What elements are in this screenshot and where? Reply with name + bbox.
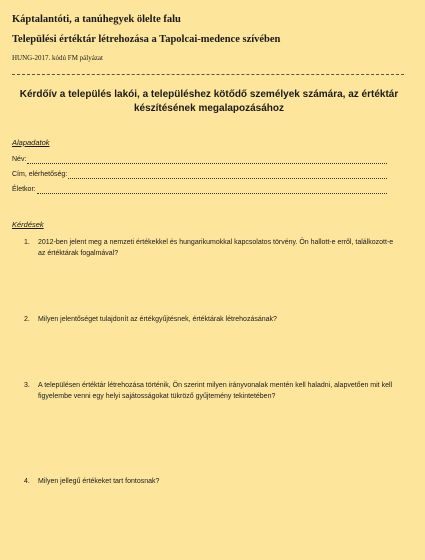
question-item: [24, 476, 396, 487]
question-item: [24, 237, 396, 259]
name-field-line[interactable]: [27, 156, 387, 164]
header-divider: [12, 74, 404, 75]
address-field-label: Cím, elérhetőség:: [12, 171, 68, 178]
questions-heading: Kérdések: [12, 220, 44, 229]
question-text: A településen értéktár létrehozása történik, Ön szerint milyen irányvonalak mentén kell haladni, alapvetően mit kell figyelembe venni egy helyi sajátosságokat tükröző gyűjtemény tekintetében?: [38, 382, 393, 400]
age-field-label: Életkor:: [12, 186, 36, 193]
basic-data-heading: Alapadatok: [12, 138, 50, 147]
question-number: 1.: [24, 239, 30, 246]
questionnaire-title: Kérdőív a település lakói, a településhez kötődő személyek számára, az értéktár készítésének megalapozásához: [19, 89, 399, 114]
question-text: 2012-ben jelent meg a nemzeti értékekkel és hungarikumokkal kapcsolatos törvény. Ön hallott-e erről, találkozott-e az értéktárak fogalmával?: [38, 239, 394, 257]
address-field-line[interactable]: [68, 171, 387, 179]
name-field-label: Név:: [12, 156, 27, 163]
question-number: 3.: [24, 382, 30, 389]
header-project-title: Települési értéktár létrehozása a Tapolcai-medence szívében: [12, 34, 281, 45]
question-item: [24, 380, 396, 402]
question-text: Milyen jellegű értékeket tart fontosnak?: [38, 478, 160, 485]
question-item: [24, 314, 396, 325]
header-village-title: Káptalantóti, a tanúhegyek ölelte falu: [12, 14, 181, 25]
question-text: Milyen jelentőséget tulajdonít az értékgyűjtésnek, értéktárak létrehozásának?: [38, 316, 277, 323]
header-grant-code: HUNG-2017. kódú FM pályázat: [12, 54, 103, 62]
name-field[interactable]: [12, 156, 387, 164]
address-field[interactable]: [12, 171, 387, 179]
question-number: 2.: [24, 316, 30, 323]
age-field[interactable]: [12, 186, 387, 194]
question-number: 4.: [24, 478, 30, 485]
age-field-line[interactable]: [37, 186, 387, 194]
